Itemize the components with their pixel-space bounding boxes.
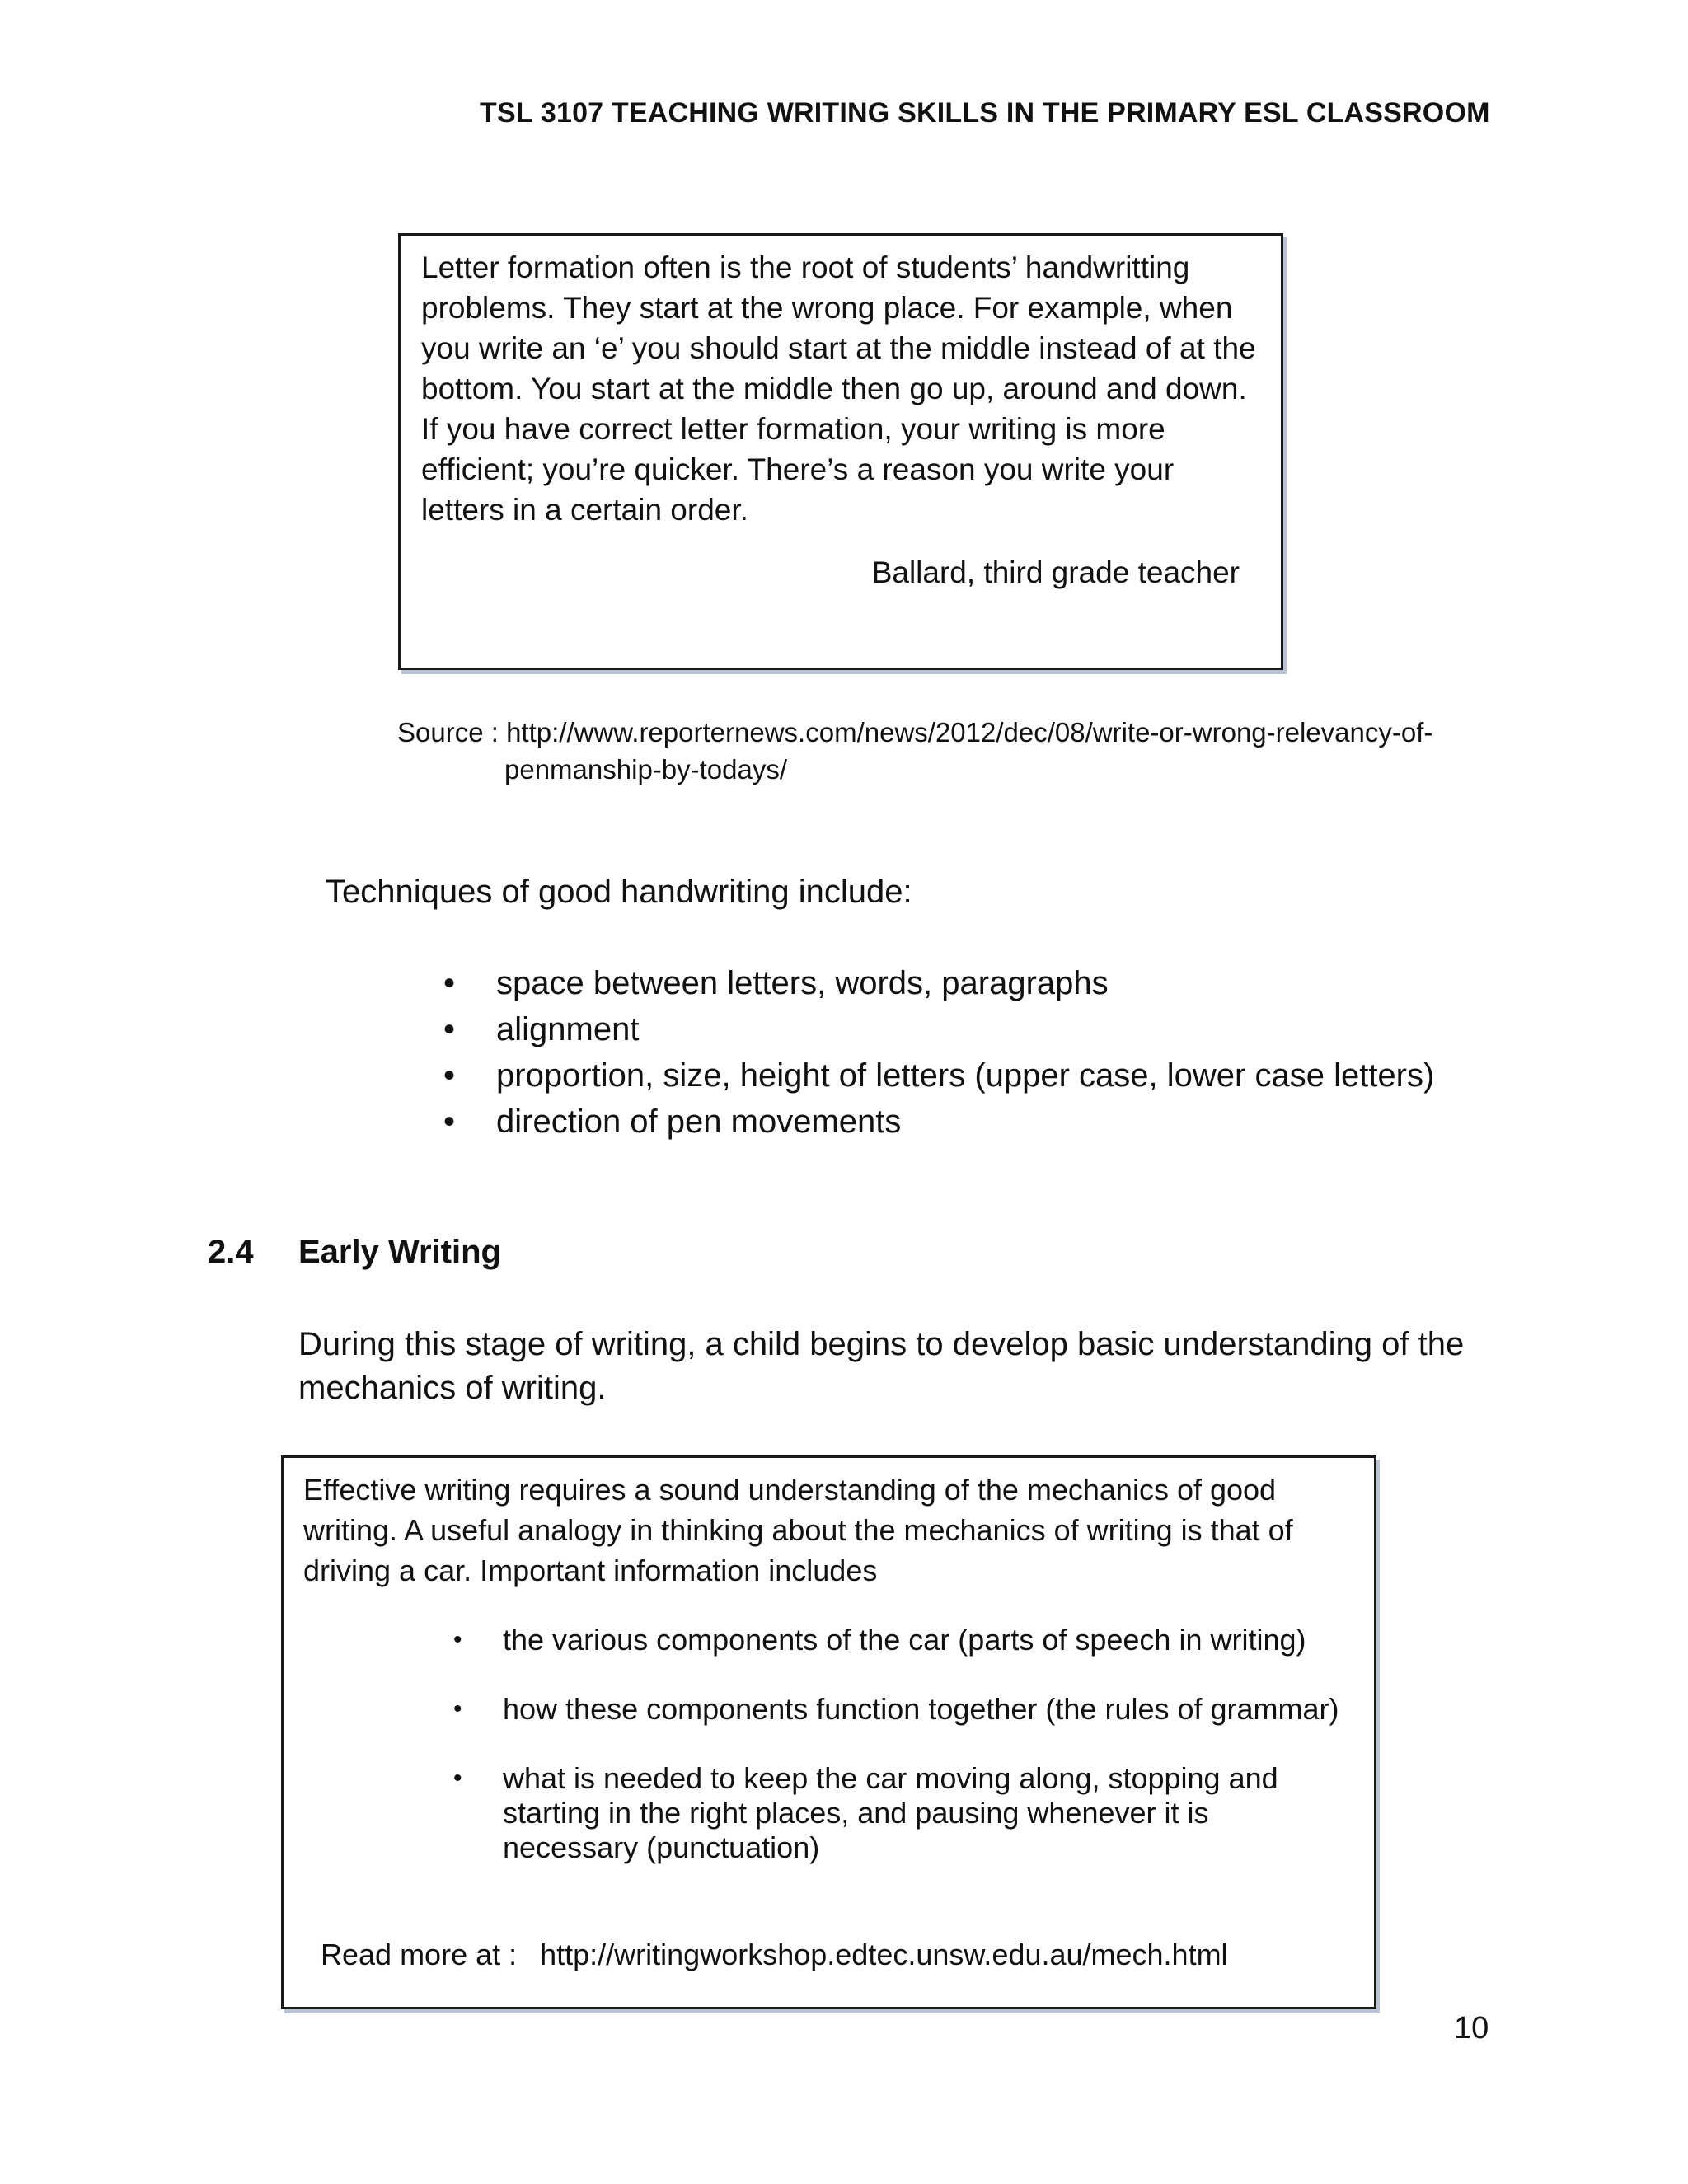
section-title: Early Writing <box>298 1234 501 1270</box>
bullet-icon: • <box>453 1695 462 1722</box>
mechanics-item-text: the various components of the car (parts of speech in writing) <box>503 1623 1306 1657</box>
mechanics-item-text: how these components function together (the rules of grammar) <box>503 1692 1339 1726</box>
source-citation <box>397 714 1432 788</box>
list-item <box>441 1052 1434 1099</box>
list-item <box>441 1099 1434 1145</box>
bullet-icon: • <box>443 1104 456 1140</box>
list-item <box>441 960 1434 1006</box>
techniques-item-text: alignment <box>496 1011 640 1047</box>
list-item <box>448 1692 1347 1727</box>
source-url-line2[interactable]: penmanship-by-todays/ <box>504 754 788 785</box>
list-item <box>448 1623 1347 1657</box>
mechanics-list <box>448 1623 1347 1900</box>
quote-attribution: Ballard, third grade teacher <box>871 555 1240 589</box>
source-url-line1[interactable]: http://www.reporternews.com/news/2012/dec/08/write-or-wrong-relevancy-of- <box>506 717 1433 748</box>
bullet-icon: • <box>443 1057 456 1094</box>
page-number: 10 <box>1454 2011 1489 2046</box>
techniques-item-text: proportion, size, height of letters (upper case, lower case letters) <box>496 1057 1435 1094</box>
bullet-icon: • <box>453 1626 462 1653</box>
section-heading <box>208 1234 501 1271</box>
techniques-item-text: space between letters, words, paragraphs <box>496 965 1109 1001</box>
bullet-icon: • <box>443 1011 456 1047</box>
section-paragraph: During this stage of writing, a child begins to develop basic understanding of the mechanics of writing. <box>298 1326 1465 1406</box>
mechanics-intro: Effective writing requires a sound understanding of the mechanics of good writing. A useful analogy in thinking about the mechanics of writing is that of driving a car. Important information includes <box>303 1473 1293 1587</box>
read-more-url[interactable]: http://writingworkshop.edtec.unsw.edu.au/mech.html <box>540 1938 1228 1971</box>
read-more <box>321 1938 1228 1972</box>
list-item <box>441 1006 1434 1052</box>
bullet-icon: • <box>443 965 456 1001</box>
page-header-title: TSL 3107 TEACHING WRITING SKILLS IN THE PRIMARY ESL CLASSROOM <box>480 97 1490 129</box>
read-more-label: Read more at : <box>321 1938 518 1971</box>
mechanics-item-text: what is needed to keep the car moving along, stopping and starting in the right places, and pausing whenever it is necessary (punctuation) <box>503 1761 1278 1864</box>
quote-box <box>398 233 1283 670</box>
techniques-item-text: direction of pen movements <box>496 1104 902 1140</box>
techniques-list <box>441 960 1434 1145</box>
quote-text: Letter formation often is the root of students’ handwritting problems. They start at the wrong place. For example, when you write an ‘e’ you should start at the middle instead of at the bottom. You start at the middle then go up, around and down. If you have correct letter formation, your writing is more efficient; you’re quicker. There’s a reason you write your letters in a certain order. <box>421 251 1256 527</box>
section-number: 2.4 <box>208 1234 254 1270</box>
mechanics-box <box>281 1455 1376 2009</box>
list-item <box>448 1761 1347 1865</box>
bullet-icon: • <box>453 1765 462 1792</box>
techniques-intro: Techniques of good handwriting include: <box>326 874 912 910</box>
source-label: Source : <box>397 717 499 748</box>
